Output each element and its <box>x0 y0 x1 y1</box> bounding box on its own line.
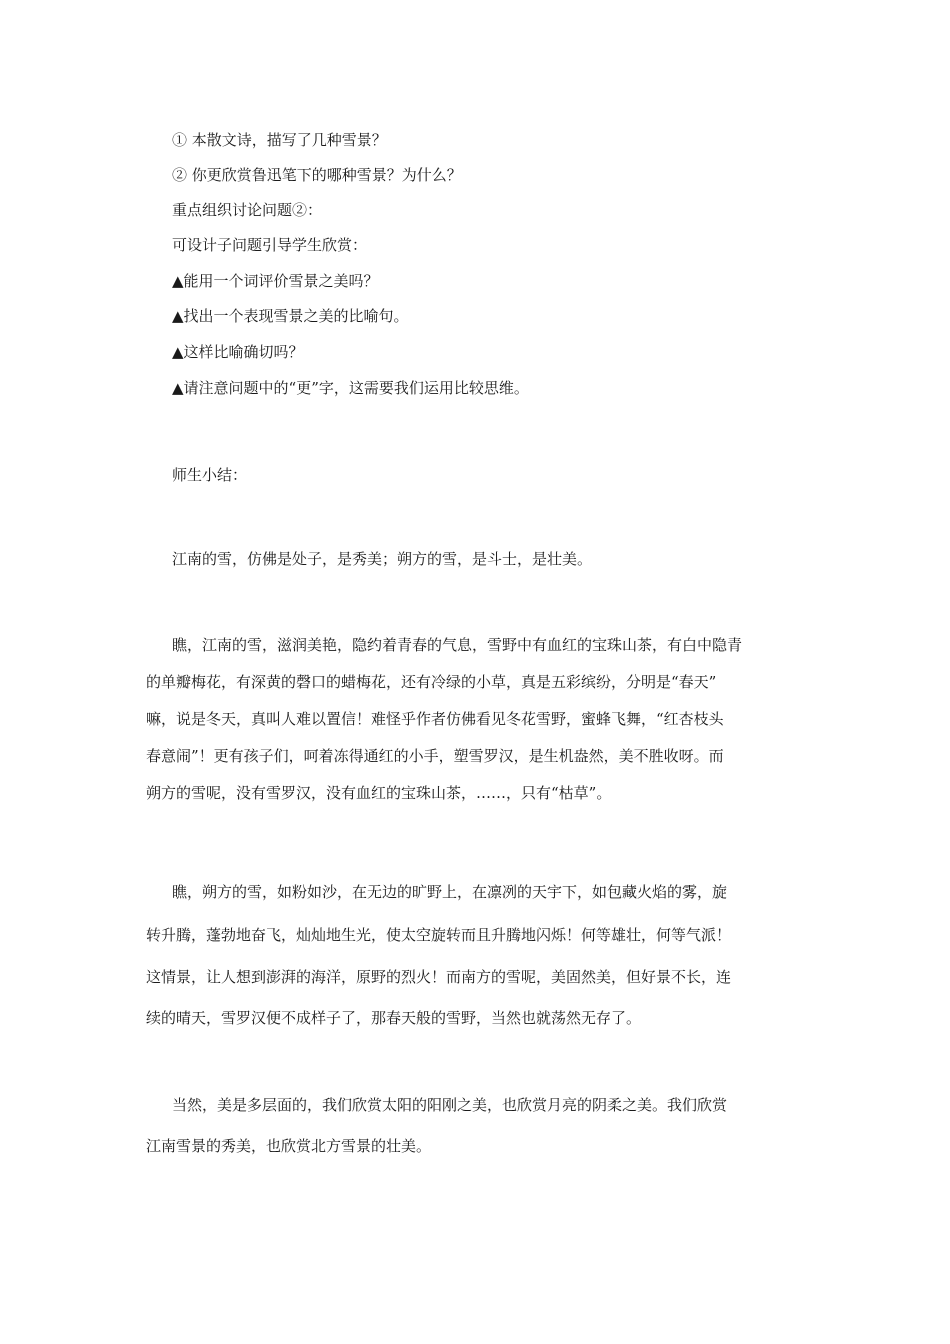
paragraph-south-line: 朔方的雪呢，没有雪罗汉，没有血红的宝珠山茶，……，只有“枯草”。 <box>146 784 612 802</box>
discussion-focus: 重点组织讨论问题②： <box>172 201 323 219</box>
paragraph-conclusion-line: 当然，美是多层面的，我们欣赏太阳的阳刚之美，也欣赏月亮的阴柔之美。我们欣赏 <box>172 1096 728 1114</box>
paragraph-south-line: 春意闹”！更有孩子们，呵着冻得通红的小手，塑雪罗汉，是生机盎然，美不胜收呀。而 <box>146 747 724 765</box>
sub-question-3: ▲这样比喻确切吗？ <box>172 343 304 361</box>
sub-question-intro: 可设计子问题引导学生欣赏： <box>172 236 368 254</box>
paragraph-north-line: 续的晴天，雪罗汉便不成样子了，那春天般的雪野，当然也就荡然无存了。 <box>146 1009 642 1027</box>
question-1: ① 本散文诗，描写了几种雪景？ <box>172 131 387 149</box>
paragraph-south-line: 的单瓣梅花，有深黄的磬口的蜡梅花，还有冷绿的小草，真是五彩缤纷，分明是“春天” <box>146 673 717 691</box>
summary-statement: 江南的雪，仿佛是处子，是秀美；朔方的雪，是斗士，是壮美。 <box>172 550 593 568</box>
sub-question-4: ▲请注意问题中的“更”字，这需要我们运用比较思维。 <box>172 379 529 397</box>
paragraph-south-line: 嘛，说是冬天，真叫人难以置信！难怪乎作者仿佛看见冬花雪野，蜜蜂飞舞，“红杏枝头 <box>146 710 724 728</box>
summary-heading: 师生小结： <box>172 466 248 484</box>
sub-question-2: ▲找出一个表现雪景之美的比喻句。 <box>172 307 409 325</box>
paragraph-north-line: 转升腾，蓬勃地奋飞，灿灿地生光，使太空旋转而且升腾地闪烁！何等雄壮，何等气派！ <box>146 926 732 944</box>
paragraph-conclusion-line: 江南雪景的秀美，也欣赏北方雪景的壮美。 <box>146 1137 432 1155</box>
paragraph-north-line: 瞧，朔方的雪，如粉如沙，在无边的旷野上，在凛冽的天宇下，如包藏火焰的雾，旋 <box>172 883 728 901</box>
sub-question-1: ▲能用一个词评价雪景之美吗？ <box>172 272 379 290</box>
paragraph-south-line: 瞧，江南的雪，滋润美艳，隐约着青春的气息，雪野中有血红的宝珠山茶，有白中隐青 <box>172 636 743 654</box>
question-2: ② 你更欣赏鲁迅笔下的哪种雪景？为什么？ <box>172 166 462 184</box>
paragraph-north-line: 这情景，让人想到澎湃的海洋，原野的烈火！而南方的雪呢，美固然美，但好景不长，连 <box>146 968 732 986</box>
